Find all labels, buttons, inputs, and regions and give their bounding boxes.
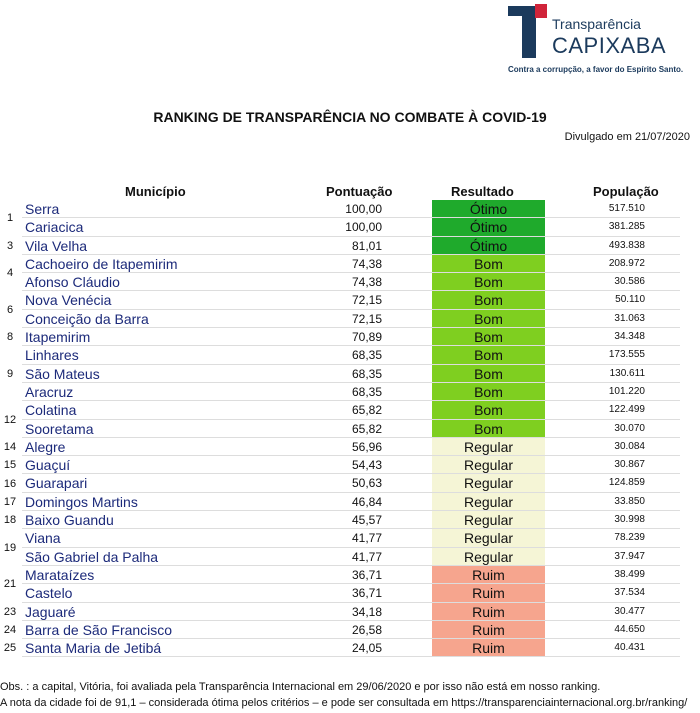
table-row <box>0 493 680 511</box>
resultado-cell: Bom <box>432 255 545 273</box>
populacao-cell: 130.611 <box>609 367 645 379</box>
release-date: Divulgado em 21/07/2020 <box>564 131 690 143</box>
pontuacao-cell: 68,35 <box>351 366 382 381</box>
pontuacao-cell: 41,77 <box>351 549 382 564</box>
table-row <box>0 529 680 547</box>
municipio-cell: Guarapari <box>25 475 88 492</box>
observation-line1: Obs. : a capital, Vitória, foi avaliada pela Transparência Internacional em 29/06/2020 e por isso não está em nosso ranking. <box>0 681 601 693</box>
populacao-cell: 30.867 <box>614 459 645 471</box>
municipio-cell: Barra de São Francisco <box>25 621 173 638</box>
rank-number: 6 <box>6 303 14 316</box>
municipio-cell: Sooretama <box>25 420 94 437</box>
resultado-cell: Ruim <box>432 566 545 584</box>
populacao-cell: 493.838 <box>608 239 645 251</box>
municipio-cell: Alegre <box>25 438 66 455</box>
table-row <box>0 328 680 346</box>
table-row <box>0 237 680 255</box>
table-row <box>0 383 680 401</box>
populacao-cell: 173.555 <box>608 349 645 361</box>
municipio-cell: Domingos Martins <box>25 493 138 510</box>
pontuacao-cell: 36,71 <box>351 567 382 582</box>
municipio-cell: Guaçuí <box>25 457 71 474</box>
pontuacao-cell: 74,38 <box>351 256 382 271</box>
municipio-cell: Cachoeiro de Itapemirim <box>25 255 178 272</box>
rank-number: 19 <box>3 541 17 554</box>
pontuacao-cell: 56,96 <box>351 439 382 454</box>
resultado-cell: Bom <box>432 328 545 346</box>
municipio-cell: Linhares <box>25 347 79 364</box>
municipio-cell: Itapemirim <box>25 329 91 346</box>
resultado-cell: Regular <box>432 529 545 547</box>
rank-number: 12 <box>3 413 17 426</box>
logo-line1: Transparência <box>552 16 641 32</box>
municipio-cell: Marataízes <box>25 566 95 583</box>
rank-number: 1 <box>6 212 14 225</box>
pontuacao-cell: 54,43 <box>351 458 382 473</box>
table-row <box>0 420 680 438</box>
resultado-cell: Bom <box>432 291 545 309</box>
table-row <box>0 456 680 474</box>
populacao-cell: 50.110 <box>615 294 645 306</box>
table-row <box>0 346 680 364</box>
municipio-cell: Jaguaré <box>25 603 76 620</box>
rank-number: 15 <box>3 459 17 472</box>
table-row <box>0 474 680 492</box>
resultado-cell: Ótimo <box>432 200 545 218</box>
header-municipio: Município <box>125 184 186 199</box>
resultado-cell: Ótimo <box>432 237 545 255</box>
resultado-cell: Ótimo <box>432 218 545 236</box>
resultado-cell: Regular <box>432 511 545 529</box>
resultado-cell: Regular <box>432 456 545 474</box>
municipio-cell: Afonso Cláudio <box>25 274 120 291</box>
table-row <box>0 273 680 291</box>
populacao-cell: 122.499 <box>608 404 645 416</box>
resultado-cell: Regular <box>432 438 545 456</box>
resultado-cell: Bom <box>432 346 545 364</box>
rank-number: 24 <box>3 624 17 637</box>
logo-t-stem <box>522 6 536 58</box>
municipio-cell: Cariacica <box>25 219 84 236</box>
resultado-cell: Ruim <box>432 603 545 621</box>
populacao-cell: 124.859 <box>608 477 645 489</box>
table-row <box>0 566 680 584</box>
pontuacao-cell: 26,58 <box>351 622 382 637</box>
table-row <box>0 291 680 309</box>
table-row <box>0 621 680 639</box>
municipio-cell: Serra <box>25 201 60 217</box>
logo-tagline: Contra a corrupção, a favor do Espírito Santo. <box>508 65 684 74</box>
table-row <box>0 200 680 218</box>
pontuacao-cell: 41,77 <box>351 531 382 546</box>
rank-number: 23 <box>3 605 17 618</box>
populacao-cell: 34.348 <box>614 331 645 343</box>
pontuacao-cell: 50,63 <box>351 476 382 491</box>
rank-number: 18 <box>3 514 17 527</box>
municipio-cell: Viana <box>25 530 61 547</box>
municipio-cell: Vila Velha <box>25 237 88 254</box>
pontuacao-cell: 36,71 <box>351 586 382 601</box>
table-row <box>0 511 680 529</box>
row-divider <box>22 656 680 657</box>
populacao-cell: 30.477 <box>614 605 645 617</box>
populacao-cell: 517.510 <box>608 203 645 214</box>
table-row <box>0 438 680 456</box>
pontuacao-cell: 100,00 <box>345 202 382 216</box>
pontuacao-cell: 68,35 <box>351 384 382 399</box>
logo-red-accent <box>535 4 547 18</box>
resultado-cell: Ruim <box>432 639 545 657</box>
pontuacao-cell: 72,15 <box>351 311 382 326</box>
rank-number: 21 <box>3 578 17 591</box>
table-row <box>0 218 680 236</box>
page-title: RANKING DE TRANSPARÊNCIA NO COMBATE À COVID-19 <box>153 109 547 125</box>
resultado-cell: Bom <box>432 365 545 383</box>
observation-line2: A nota da cidade foi de 91,1 – considerada ótima pelos critérios – e pode ser consultada em https://transparenciainternacional.org.br/ranking/ <box>0 697 688 709</box>
observation-note <box>0 679 687 711</box>
pontuacao-cell: 70,89 <box>351 330 382 345</box>
resultado-cell: Bom <box>432 273 545 291</box>
pontuacao-cell: 65,82 <box>351 403 382 418</box>
resultado-cell: Regular <box>432 548 545 566</box>
rank-number: 17 <box>3 495 17 508</box>
populacao-cell: 33.850 <box>614 495 645 507</box>
rank-number: 25 <box>3 642 17 655</box>
resultado-cell: Bom <box>432 383 545 401</box>
municipio-cell: Conceição da Barra <box>25 310 149 327</box>
header-resultado: Resultado <box>451 184 514 199</box>
table-row <box>0 603 680 621</box>
table-row <box>0 310 680 328</box>
resultado-cell: Ruim <box>432 621 545 639</box>
populacao-cell: 30.998 <box>614 514 645 526</box>
populacao-cell: 38.499 <box>614 568 645 580</box>
table-row <box>0 548 680 566</box>
populacao-cell: 44.650 <box>614 623 645 635</box>
resultado-cell: Regular <box>432 493 545 511</box>
resultado-cell: Bom <box>432 401 545 419</box>
rank-number: 8 <box>6 331 14 344</box>
pontuacao-cell: 24,05 <box>351 641 382 656</box>
table-row <box>0 639 680 657</box>
populacao-cell: 37.534 <box>614 587 645 599</box>
populacao-cell: 30.084 <box>614 440 645 452</box>
municipio-cell: Colatina <box>25 402 77 419</box>
rank-number: 4 <box>6 267 14 280</box>
transparencia-capixaba-logo <box>508 4 698 76</box>
table-row <box>0 584 680 602</box>
populacao-cell: 101.220 <box>608 385 645 397</box>
rank-number: 3 <box>6 239 14 252</box>
resultado-cell: Bom <box>432 420 545 438</box>
ranking-table <box>0 200 680 657</box>
municipio-cell: São Gabriel da Palha <box>25 548 159 565</box>
populacao-cell: 40.431 <box>614 642 645 654</box>
populacao-cell: 37.947 <box>614 550 645 562</box>
resultado-cell: Bom <box>432 310 545 328</box>
municipio-cell: Aracruz <box>25 383 74 400</box>
pontuacao-cell: 68,35 <box>351 348 382 363</box>
header-pontuacao: Pontuação <box>326 184 393 199</box>
municipio-cell: Santa Maria de Jetibá <box>25 640 162 657</box>
resultado-cell: Ruim <box>432 584 545 602</box>
municipio-cell: Nova Venécia <box>25 292 112 309</box>
populacao-cell: 30.586 <box>614 276 645 288</box>
municipio-cell: São Mateus <box>25 365 100 382</box>
pontuacao-cell: 81,01 <box>351 238 382 253</box>
table-row <box>0 365 680 383</box>
pontuacao-cell: 100,00 <box>345 220 382 235</box>
rank-number: 9 <box>6 367 14 380</box>
populacao-cell: 31.063 <box>614 312 645 324</box>
pontuacao-cell: 72,15 <box>351 293 382 308</box>
header-populacao: População <box>593 184 659 199</box>
table-row <box>0 255 680 273</box>
table-row <box>0 401 680 419</box>
pontuacao-cell: 45,57 <box>351 513 382 528</box>
resultado-cell: Regular <box>432 474 545 492</box>
pontuacao-cell: 34,18 <box>351 604 382 619</box>
pontuacao-cell: 46,84 <box>351 494 382 509</box>
populacao-cell: 30.070 <box>614 422 645 434</box>
municipio-cell: Baixo Guandu <box>25 512 114 529</box>
logo-line2: CAPIXABA <box>552 33 667 58</box>
pontuacao-cell: 74,38 <box>351 275 382 290</box>
populacao-cell: 381.285 <box>608 221 645 233</box>
rank-number: 14 <box>3 441 17 454</box>
populacao-cell: 78.239 <box>614 532 645 544</box>
pontuacao-cell: 65,82 <box>351 421 382 436</box>
municipio-cell: Castelo <box>25 585 73 602</box>
rank-number: 16 <box>3 477 17 490</box>
populacao-cell: 208.972 <box>608 257 645 269</box>
